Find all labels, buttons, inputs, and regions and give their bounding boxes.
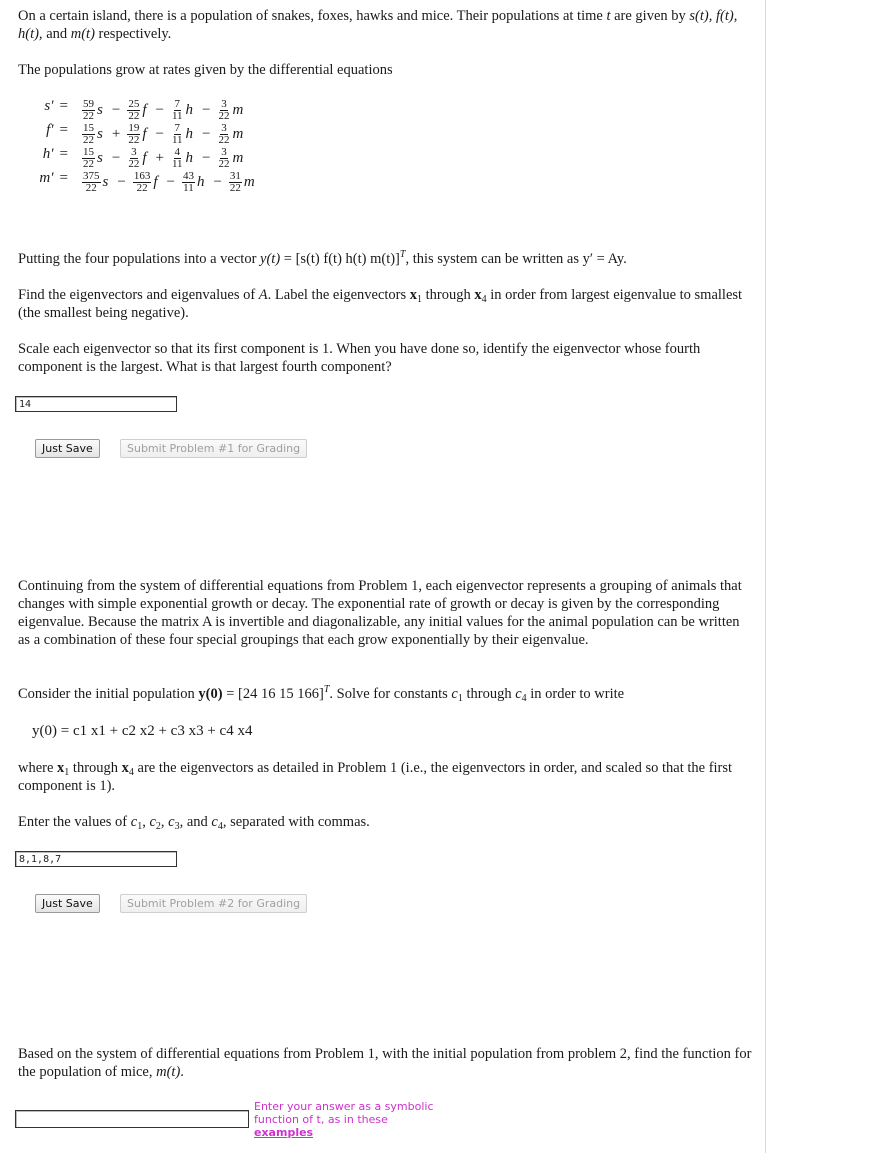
problem2-just-save-button[interactable]: Just Save [35, 894, 100, 913]
fraction: $\frac{7}{11}$ [171, 97, 183, 122]
equation-lhs: h′ = [42, 146, 68, 162]
fraction: $\frac{163}{22}$ [133, 169, 151, 194]
fraction: $\frac{375}{22}$ [83, 169, 100, 194]
fraction: $\frac{31}{22}$ [229, 169, 241, 194]
fraction: $\frac{19}{22}$ [128, 121, 140, 146]
fraction: $\frac{59}{22}$ [83, 97, 94, 122]
fraction: $\frac{25}{22}$ [128, 97, 140, 122]
problem2-display-equation: y(0) = c1 x1 + c2 x2 + c3 x3 + c4 x4 [32, 723, 253, 739]
problem2-where-text: where $x_1$ through $x_4$ are the eigenvectors as detailed in Problem 1 (i.e., the eigenvectors in order, and scaled so that the first component is 1). [18, 760, 733, 794]
equation-rhs: $\frac{59}{22}$ s − $\frac{25}{22}$ f − $\frac{7}{11}$ h − $\frac{3}{22}$ m [83, 97, 244, 122]
equation-rhs: $\frac{15}{22}$ s − $\frac{3}{22}$ f + $\frac{4}{11}$ h − $\frac{3}{22}$ m [83, 145, 244, 170]
equation-rhs: $\frac{15}{22}$ s + $\frac{19}{22}$ f − $\frac{7}{11}$ h − $\frac{3}{22}$ m [83, 121, 244, 146]
fraction: $\frac{3}{22}$ [218, 97, 230, 122]
problem1-scale-text: Scale each eigenvector so that its first component is 1. When you have done so, identify the eigenvector whose fourth component is the largest. What is that largest fourth component? [18, 341, 701, 375]
fraction: $\frac{3}{22}$ [218, 121, 230, 146]
problem1-find-text: Find the eigenvectors and eigenvalues of A. Label the eigenvectors $x_1$ through $x_4$ in order from largest eigenvalue to smallest (the smallest being negative). [18, 287, 743, 321]
fraction: $\frac{15}{22}$ [83, 121, 94, 146]
problem1-intro: On a certain island, there is a population of snakes, foxes, hawks and mice. Their populations at time t are given by s(t), f(t), h(t), and m(t) respectively. [18, 8, 738, 42]
fraction: $\frac{4}{11}$ [171, 145, 183, 170]
fraction: $\frac{3}{22}$ [218, 145, 230, 170]
page-right-border [765, 0, 766, 1153]
problem2-paragraph: Continuing from the system of differential equations from Problem 1, each eigenvector represents a grouping of animals that changes with simple exponential growth or decay. The exponential rate of growth or decay is given by the corresponding eigenvalue. Because the matrix A is invertible and diagonalizable, any initial values for the animal population can be written as a combination of these four special groupings that each grow exponentially by their eigenvalue. [18, 578, 742, 648]
problem2-submit-button[interactable]: Submit Problem #2 for Grading [120, 894, 307, 913]
fraction: $\frac{3}{22}$ [128, 145, 140, 170]
problem3-text: Based on the system of differential equations from Problem 1, with the initial population from problem 2, find the function for the population of mice, m(t). [18, 1046, 752, 1080]
examples-link[interactable]: examples [254, 1126, 314, 1139]
problem2-enter-text: Enter the values of $c_1$, $c_2$, $c_3$, and $c_4$, separated with commas. [18, 814, 370, 832]
problem2-answer-input[interactable]: 8,1,8,7 [15, 851, 177, 867]
problem1-rates-text: The populations grow at rates given by the differential equations [18, 62, 393, 78]
equation-lhs: s′ = [44, 98, 68, 114]
problem1-vector-text: Putting the four populations into a vector y(t) = [s(t) f(t) h(t) m(t)]$^T$, this system can be written as y′ = Ay. [18, 249, 627, 267]
fraction: $\frac{15}{22}$ [83, 145, 94, 170]
fraction: $\frac{7}{11}$ [171, 121, 183, 146]
equation-lhs: f′ = [46, 122, 68, 138]
equation-lhs: m′ = [39, 170, 68, 186]
problem3-answer-hint: Enter your answer as a symbolic function of t, as in these examples [254, 1100, 434, 1139]
problem2-initial-text: Consider the initial population y(0) = [24 16 15 166]$^T$. Solve for constants $c_1$ through $c_4$ in order to write [18, 684, 625, 704]
equation-rhs: $\frac{375}{22}$ s − $\frac{163}{22}$ f − $\frac{43}{11}$ h − $\frac{31}{22}$ m [83, 169, 255, 194]
problem3-answer-input[interactable] [15, 1110, 249, 1128]
fraction: $\frac{43}{11}$ [182, 169, 194, 194]
problem1-answer-input[interactable]: 14 [15, 396, 177, 412]
problem1-just-save-button[interactable]: Just Save [35, 439, 100, 458]
problem1-submit-button[interactable]: Submit Problem #1 for Grading [120, 439, 307, 458]
